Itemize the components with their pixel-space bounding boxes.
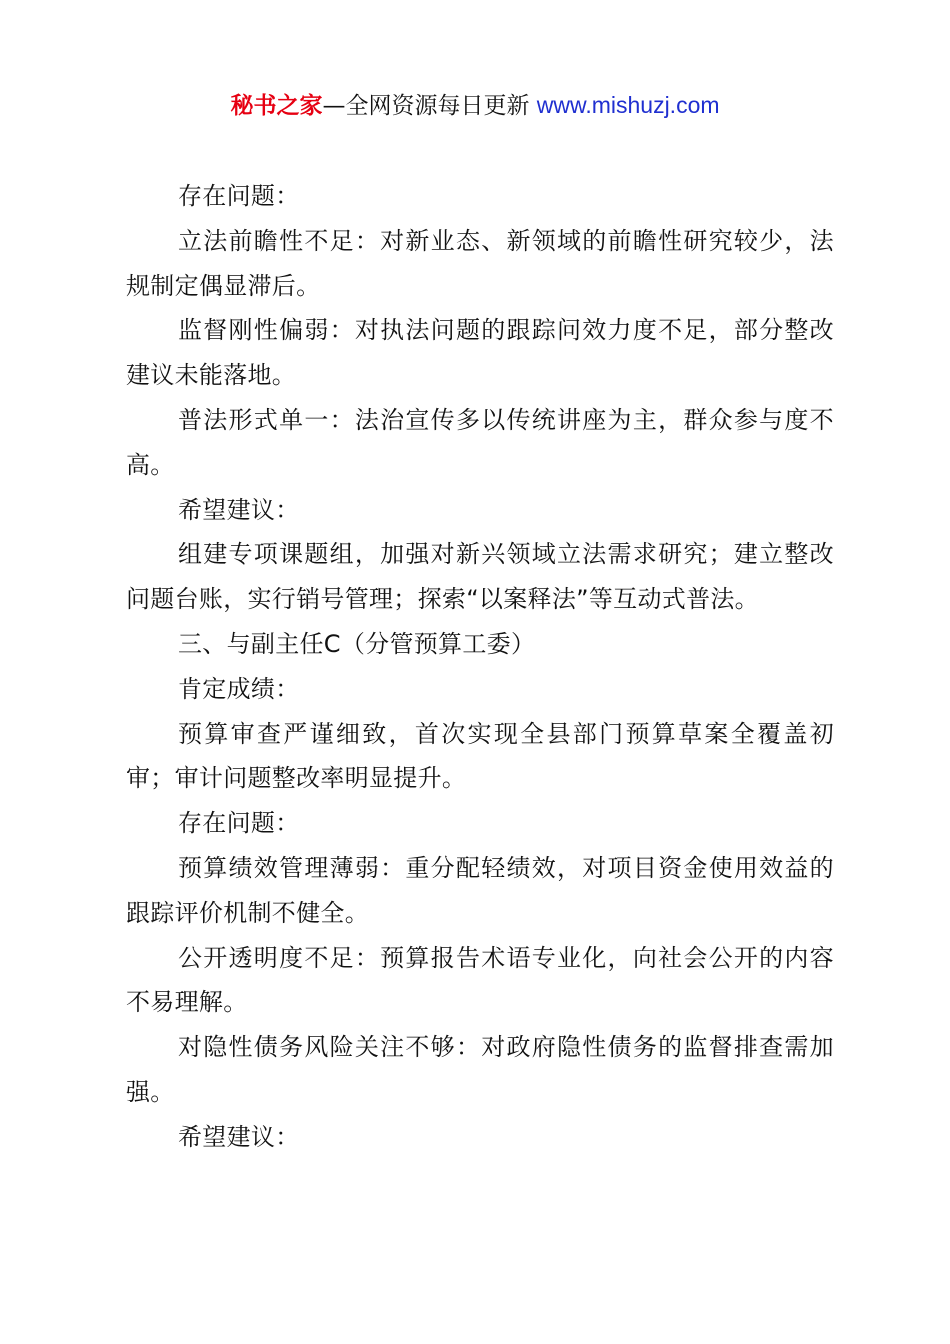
paragraph: 存在问题： xyxy=(178,809,300,838)
header-brand: 秘书之家 xyxy=(230,93,323,119)
paragraph: 立法前瞻性不足：对新业态、新领域的前瞻性研究较少，法规制定偶显滞后。 xyxy=(126,226,834,300)
paragraph: 肯定成绩： xyxy=(178,674,300,703)
header-tagline: —全网资源每日更新 xyxy=(322,93,537,119)
paragraph: 希望建议： xyxy=(178,495,300,524)
section-heading: 三、与副主任C（分管预算工委） xyxy=(178,629,536,658)
paragraph: 对隐性债务风险关注不够：对政府隐性债务的监督排查需加强。 xyxy=(126,1033,834,1106)
paragraph: 存在问题： xyxy=(178,182,300,210)
paragraph: 普法形式单一：法治宣传多以传统讲座为主，群众参与度不高。 xyxy=(126,405,834,479)
paragraph: 希望建议： xyxy=(178,1122,300,1151)
paragraph: 预算绩效管理薄弱：重分配轻绩效，对项目资金使用效益的跟踪评价机制不健全。 xyxy=(126,853,834,927)
paragraph: 公开透明度不足：预算报告术语专业化，向社会公开的内容不易理解。 xyxy=(126,943,834,1017)
page-header xyxy=(0,88,950,123)
paragraph: 预算审查严谨细致，首次实现全县部门预算草案全覆盖初审；审计问题整改率明显提升。 xyxy=(126,719,834,793)
document-body xyxy=(126,174,834,1160)
paragraph: 监督刚性偏弱：对执法问题的跟踪问效力度不足，部分整改建议未能落地。 xyxy=(126,316,834,390)
paragraph: 组建专项课题组，加强对新兴领域立法需求研究；建立整改问题台账，实行销号管理；探索“以案释法”等互动式普法。 xyxy=(126,540,834,614)
header-url-link[interactable]: www.mishuzj.com xyxy=(536,92,720,118)
